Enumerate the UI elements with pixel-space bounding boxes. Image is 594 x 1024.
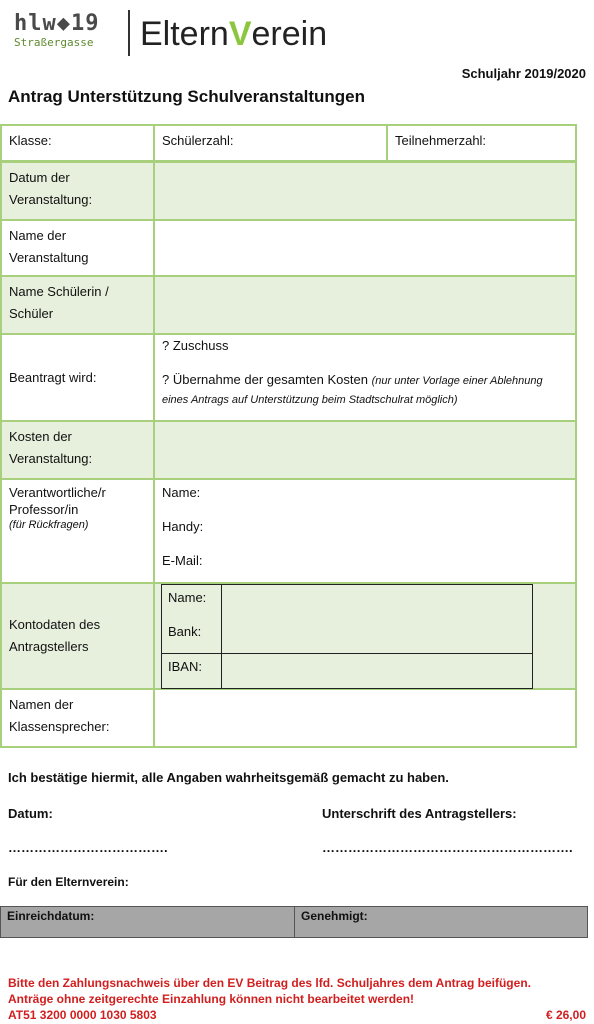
brand-part1: Eltern [140,15,229,53]
konto-box [161,584,533,689]
kosten-input[interactable] [155,422,575,478]
veranstaltung-name-row [2,219,575,275]
option-gesamtkosten[interactable] [162,371,568,409]
beantragt-row [2,333,575,420]
option-zuschuss[interactable]: ? Zuschuss [162,338,229,353]
klasse-field[interactable]: Klasse: [2,126,155,160]
konto-bank-label: Bank: [168,624,202,639]
elternverein-logo [140,14,327,54]
logo-main-text: hlw◆19 [14,11,100,36]
verantwortlich-label: Verantwortliche/r Professor/in [9,485,106,517]
klassensprecher-input[interactable] [155,690,575,746]
konto-name-bank-input[interactable] [222,585,532,653]
datum-input[interactable] [155,163,575,219]
schueler-name-row [2,275,575,333]
konto-cell [155,584,575,688]
klassensprecher-row [2,688,575,746]
konto-name-bank-row [162,585,532,654]
form-title: Antrag Unterstützung Schulveranstaltungen [8,87,366,106]
brand-checkmark-v: V [228,15,252,53]
option-gesamtkosten-note: (nur unter Vorlage einer Ablehnung eines Antrags auf Unterstützung beim Stadtschulrat möglich) [162,375,543,406]
school-logo [14,12,118,54]
verantwortlich-label-cell [2,480,155,582]
datum-label: Datum der Veranstaltung: [2,163,155,219]
kosten-row [2,420,575,478]
beantragt-label: Beantragt wird: [2,335,155,420]
unterschrift-signature-line[interactable]: …………………………………………………. [322,840,573,855]
datum-sign-label: Datum: [8,806,53,821]
veranstaltung-name-input[interactable] [155,221,575,275]
fee-amount: € 26,00 [545,1008,586,1022]
veranstaltung-name-label: Name der Veranstaltung [2,221,155,275]
verantwortlich-note: (für Rückfragen) [9,519,89,531]
schueler-name-input[interactable] [155,277,575,333]
konto-row [2,582,575,688]
notice-line-1: Bitte den Zahlungsnachweis über den EV Beitrag des lfd. Schuljahres dem Antrag beifügen. [8,976,531,990]
application-form-table [0,124,577,748]
datum-signature-line[interactable]: ………………………………. [8,840,168,855]
schueler-name-label: Name Schülerin / Schüler [2,277,155,333]
brand-part2: erein [251,15,328,53]
konto-name-bank-labels [162,585,222,653]
verantwortlich-handy[interactable]: Handy: [162,519,204,534]
notice-line-2: Anträge ohne zeitgerechte Einzahlung können nicht bearbeitet werden! [8,992,415,1006]
konto-name-label: Name: [168,590,207,605]
kosten-label: Kosten der Veranstaltung: [2,422,155,478]
schuelerzahl-field[interactable]: Schülerzahl: [155,126,388,160]
office-use-box [0,906,588,938]
fuer-elternverein-label: Für den Elternverein: [8,875,129,889]
verantwortlich-email[interactable]: E-Mail: [162,553,203,568]
option-gesamtkosten-label: ? Übernahme der gesamten Kosten [162,372,368,387]
klassensprecher-label: Namen der Klassensprecher: [2,690,155,746]
bank-iban: AT51 3200 0000 1030 5803 [8,1008,157,1022]
konto-iban-label: IBAN: [162,654,222,688]
verantwortlich-row [2,478,575,582]
school-year: Schuljahr 2019/2020 [461,66,586,81]
genehmigt-field[interactable]: Genehmigt: [301,909,368,923]
logo-divider [128,10,130,56]
teilnehmerzahl-field[interactable]: Teilnehmerzahl: [395,133,487,148]
konto-iban-input[interactable] [222,654,532,688]
datum-row [2,160,575,219]
einreichdatum-field[interactable]: Einreichdatum: [1,907,295,937]
konto-label: Kontodaten des Antragstellers [2,584,155,688]
logo-sub-text: Straßergasse [14,36,94,49]
unterschrift-label: Unterschrift des Antragstellers: [322,806,517,821]
class-info-row [2,126,575,160]
konto-iban-row [162,654,532,688]
verantwortlich-fields [155,480,575,582]
beantragt-options [155,335,575,420]
confirmation-text: Ich bestätige hiermit, alle Angaben wahrheitsgemäß gemacht zu haben. [8,770,449,785]
verantwortlich-name[interactable]: Name: [162,485,201,500]
